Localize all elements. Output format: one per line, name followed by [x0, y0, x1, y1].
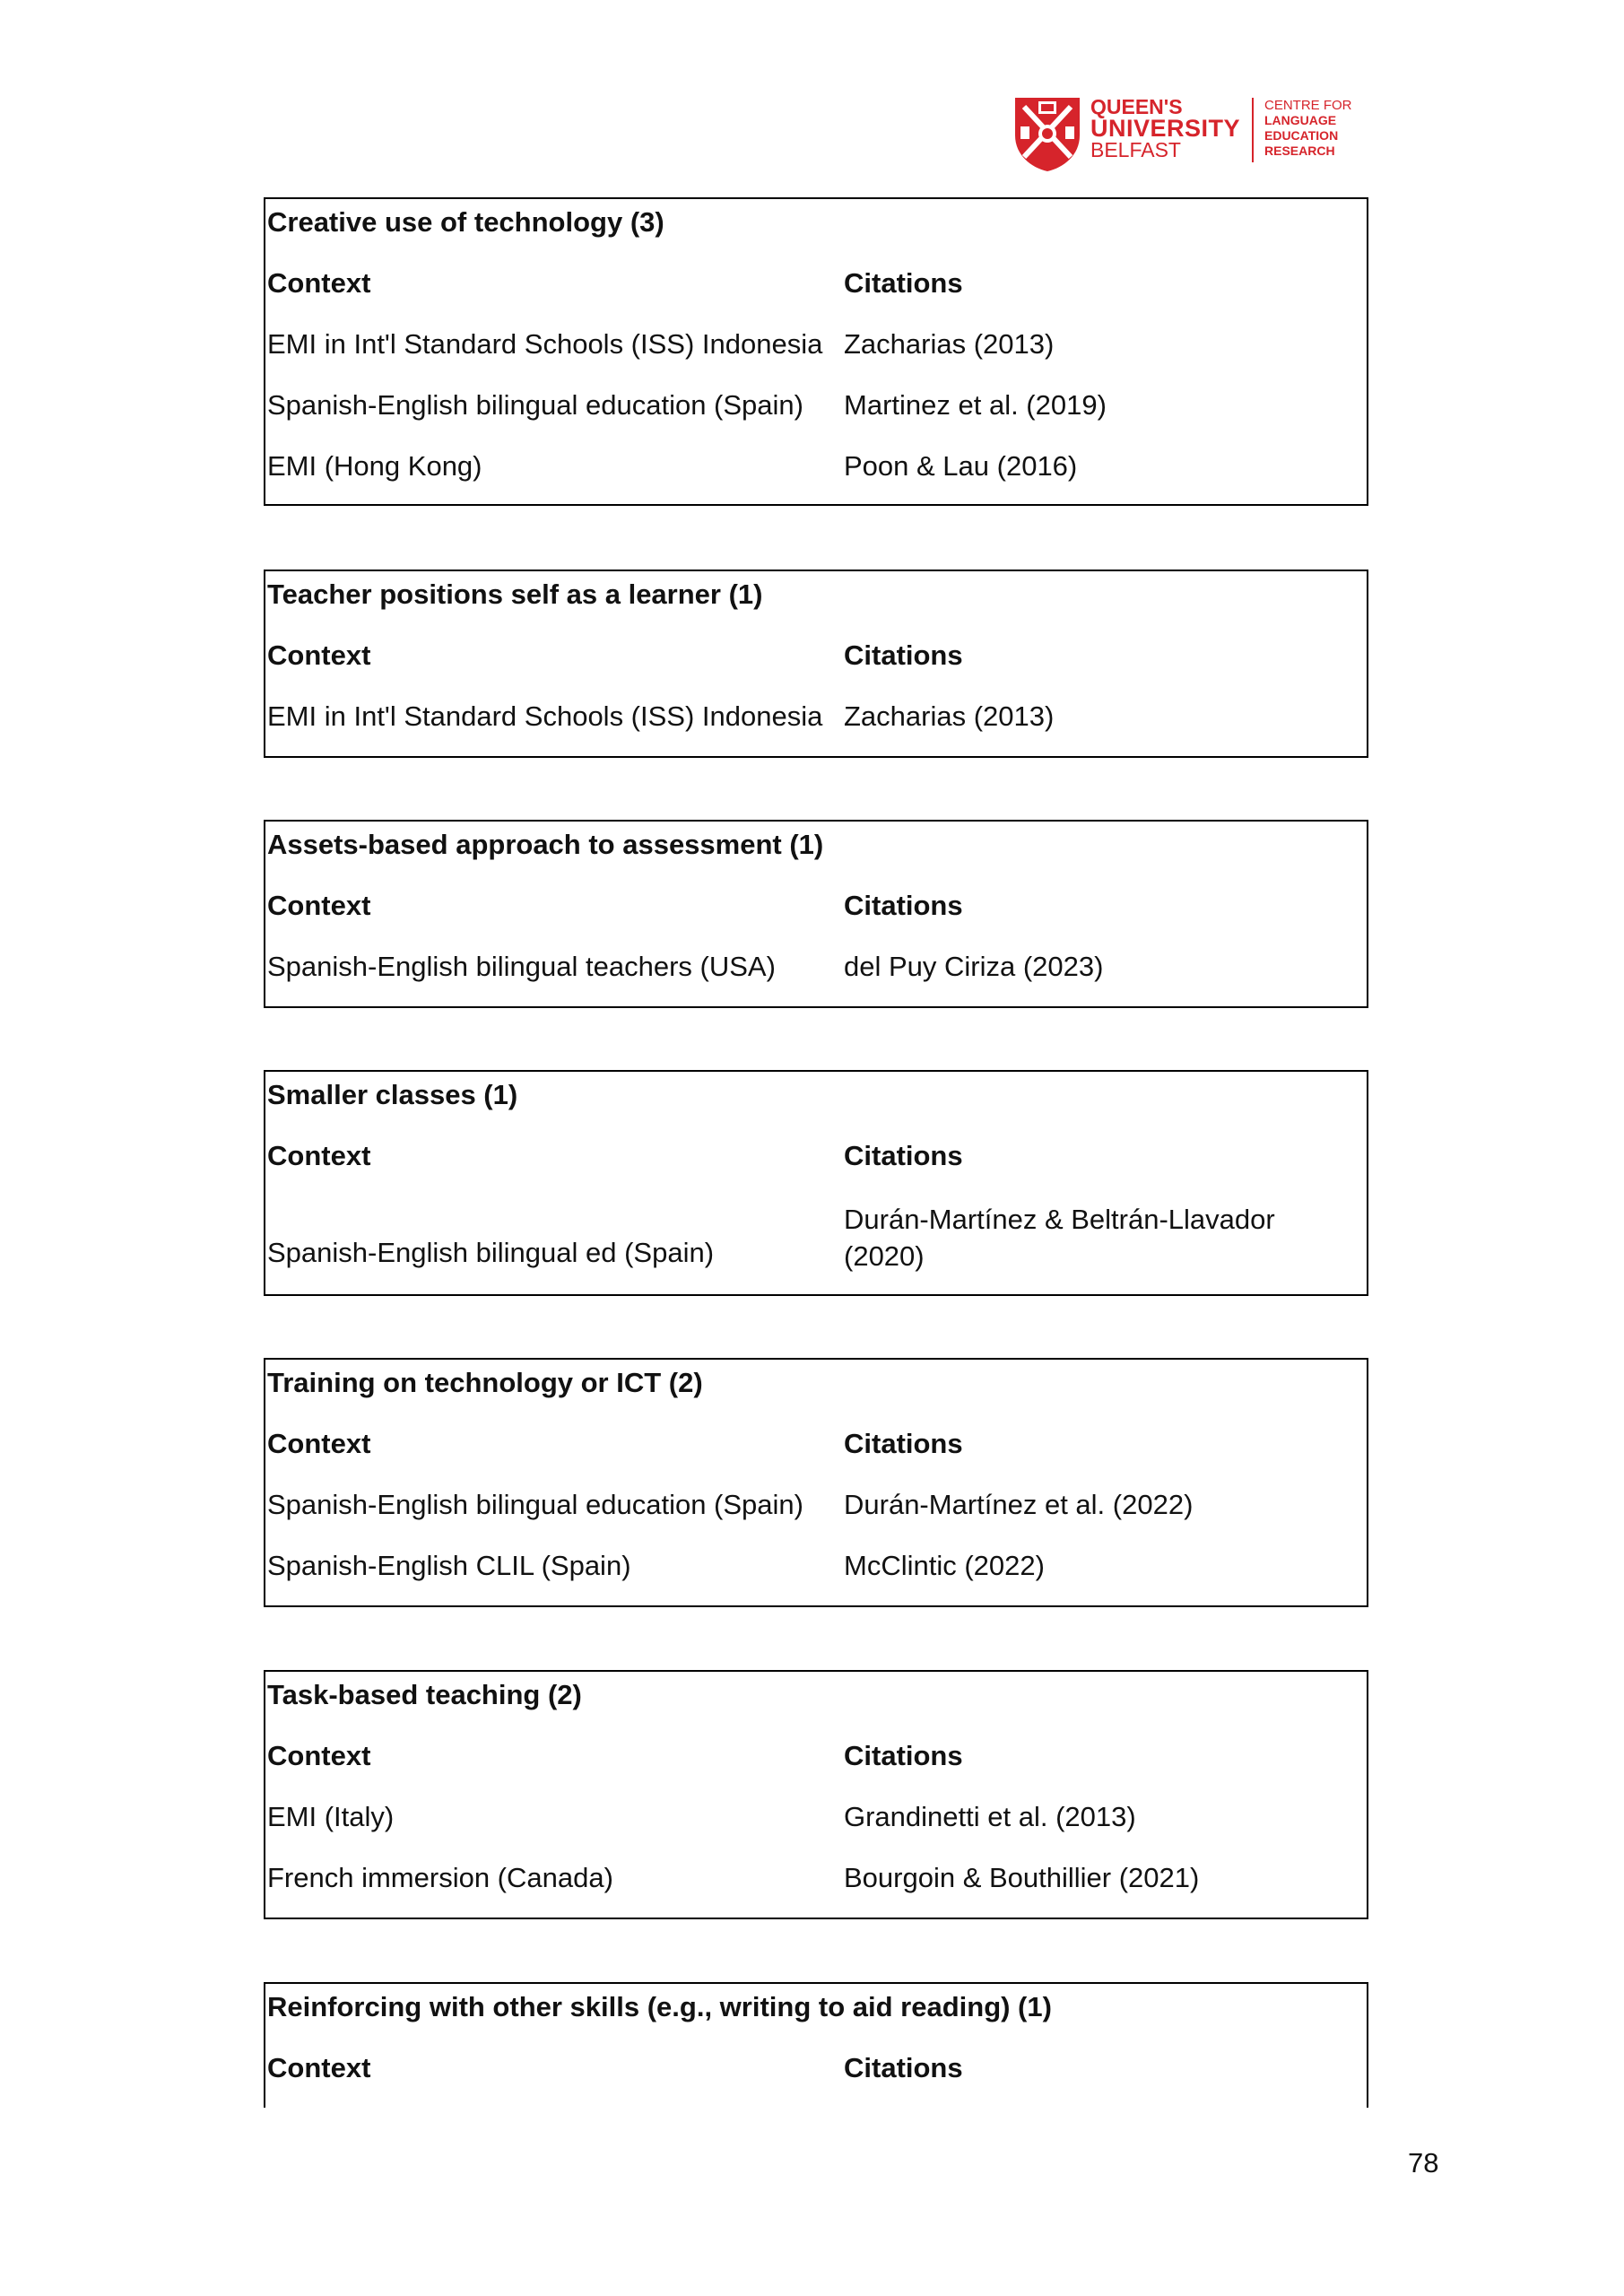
table-row: [265, 1855, 1367, 1916]
context-cell: Spanish-English bilingual education (Spain): [267, 389, 803, 421]
table-header-row: [265, 632, 1367, 693]
citation-cell: Durán-Martínez & Beltrán-Llavador (2020): [844, 1204, 1275, 1272]
table-creative-technology: [264, 197, 1368, 506]
table-header-row: [265, 1421, 1367, 1482]
university-name-line1: QUEEN'S: [1090, 95, 1183, 118]
citation-cell: Poon & Lau (2016): [844, 450, 1078, 482]
centre-name-line2: LANGUAGE: [1264, 113, 1337, 127]
table-header-row: [265, 1133, 1367, 1194]
citations-header: Citations: [844, 890, 963, 921]
table-row: [265, 321, 1367, 382]
table-title-row: [265, 1072, 1367, 1133]
citations-header: Citations: [844, 1740, 963, 1771]
table-title-row: [265, 1672, 1367, 1733]
citations-header: Citations: [844, 639, 963, 671]
table-header-row: [265, 260, 1367, 321]
table-title-row: [265, 199, 1367, 260]
table-row: [265, 693, 1367, 754]
university-name-line3: BELFAST: [1090, 138, 1181, 161]
citations-header: Citations: [844, 2052, 963, 2083]
citation-cell: Zacharias (2013): [844, 328, 1055, 360]
context-header: Context: [267, 1428, 371, 1459]
table-smaller-classes: [264, 1070, 1368, 1296]
table-row: [265, 944, 1367, 1004]
table-reinforcing-skills: [264, 1982, 1368, 2108]
centre-name-line1: CENTRE FOR: [1264, 98, 1352, 113]
citation-cell: Martinez et al. (2019): [844, 389, 1107, 421]
table-title-row: [265, 571, 1367, 632]
logo-divider: [1252, 98, 1254, 162]
table-row: [265, 1194, 1367, 1291]
table-title: Training on technology or ICT (2): [267, 1367, 703, 1398]
page-number: 78: [1408, 2147, 1439, 2179]
table-title: Smaller classes (1): [267, 1079, 518, 1110]
university-name: [1090, 96, 1240, 161]
context-header: Context: [267, 890, 371, 921]
table-header-row: [265, 1733, 1367, 1794]
context-cell: Spanish-English bilingual ed (Spain): [267, 1237, 715, 1268]
citations-header: Citations: [844, 1428, 963, 1459]
citation-cell: Durán-Martínez et al. (2022): [844, 1489, 1194, 1520]
table-task-based: [264, 1670, 1368, 1919]
table-title: Reinforcing with other skills (e.g., writing to aid reading) (1): [267, 1991, 1052, 2022]
citations-header: Citations: [844, 267, 963, 299]
table-row: [265, 1543, 1367, 1604]
table-teacher-learner: [264, 570, 1368, 758]
citation-cell: Zacharias (2013): [844, 700, 1055, 732]
university-crest-icon: [1012, 94, 1083, 173]
context-cell: French immersion (Canada): [267, 1862, 613, 1893]
context-header: Context: [267, 1140, 371, 1171]
context-header: Context: [267, 639, 371, 671]
centre-name-line3: EDUCATION: [1264, 128, 1339, 143]
context-cell: EMI (Hong Kong): [267, 450, 482, 482]
table-header-row: [265, 2045, 1367, 2106]
table-training-ict: [264, 1358, 1368, 1607]
context-cell: Spanish-English bilingual teachers (USA): [267, 951, 776, 982]
university-name-line2: UNIVERSITY: [1090, 115, 1241, 142]
context-cell: EMI in Int'l Standard Schools (ISS) Indonesia: [267, 328, 823, 360]
table-row: [265, 1482, 1367, 1543]
table-title: Assets-based approach to assessment (1): [267, 829, 824, 860]
table-row: [265, 1794, 1367, 1855]
citation-cell: McClintic (2022): [844, 1550, 1045, 1581]
university-logo: [1012, 94, 1361, 175]
citation-cell: Grandinetti et al. (2013): [844, 1801, 1136, 1832]
table-title-row: [265, 1984, 1367, 2045]
context-header: Context: [267, 2052, 371, 2083]
citation-cell: Bourgoin & Bouthillier (2021): [844, 1862, 1200, 1893]
citation-cell: del Puy Ciriza (2023): [844, 951, 1104, 982]
table-row: [265, 382, 1367, 443]
citations-header: Citations: [844, 1140, 963, 1171]
table-title-row: [265, 1360, 1367, 1421]
centre-name-line4: RESEARCH: [1264, 144, 1335, 158]
context-header: Context: [267, 1740, 371, 1771]
context-cell: EMI in Int'l Standard Schools (ISS) Indonesia: [267, 700, 823, 732]
table-title: Creative use of technology (3): [267, 206, 664, 238]
table-title: Task-based teaching (2): [267, 1679, 582, 1710]
context-cell: EMI (Italy): [267, 1801, 395, 1832]
centre-name: [1264, 98, 1352, 159]
table-row: [265, 443, 1367, 504]
context-cell: Spanish-English CLIL (Spain): [267, 1550, 631, 1581]
table-assets-assessment: [264, 820, 1368, 1008]
context-cell: Spanish-English bilingual education (Spain): [267, 1489, 803, 1520]
table-header-row: [265, 883, 1367, 944]
table-title: Teacher positions self as a learner (1): [267, 578, 763, 610]
table-title-row: [265, 822, 1367, 883]
context-header: Context: [267, 267, 371, 299]
